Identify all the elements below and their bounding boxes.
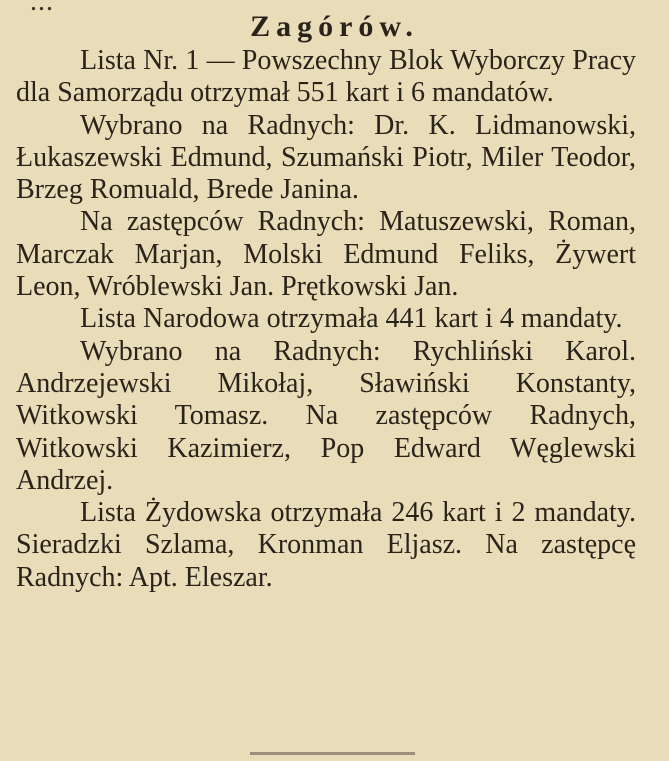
cut-off-text-fragment: ...: [30, 0, 54, 17]
article-body: [16, 45, 636, 594]
paragraph-2: Wybrano na Radnych: Dr. K. Lidmanowski, Łukaszewski Edmund, Szumański Piotr, Miler Teodor, Brzeg Romuald, Brede Janina.: [16, 109, 636, 206]
separator-rule: [250, 752, 415, 755]
paragraph-1: Lista Nr. 1 — Powszechny Blok Wyborczy Pracy dla Samorządu otrzymał 551 kart i 6 mandatów.: [16, 45, 636, 109]
paragraph-6: Lista Żydowska otrzymała 246 kart i 2 mandaty. Sieradzki Szlama, Kronman Eljasz. Na zastępcę Radnych: Apt. Eleszar.: [16, 497, 636, 593]
paragraph-5: Wybrano na Radnych: Rychliński Karol. Andrzejewski Mikołaj, Sławiński Konstanty, Witkowski Tomasz. Na zastępców Radnych, Witkowski Kazimierz, Pop Edward Węglewski Andrzej.: [16, 335, 636, 496]
paragraph-4: Lista Narodowa otrzymała 441 kart i 4 mandaty.: [80, 303, 623, 335]
paragraph-3: Na zastępców Radnych: Matuszewski, Roman, Marczak Marjan, Molski Edmund Feliks, Żywert Leon, Wróblewski Jan. Prętkowski Jan.: [16, 206, 636, 303]
article-heading: Zagórów.: [250, 10, 419, 43]
